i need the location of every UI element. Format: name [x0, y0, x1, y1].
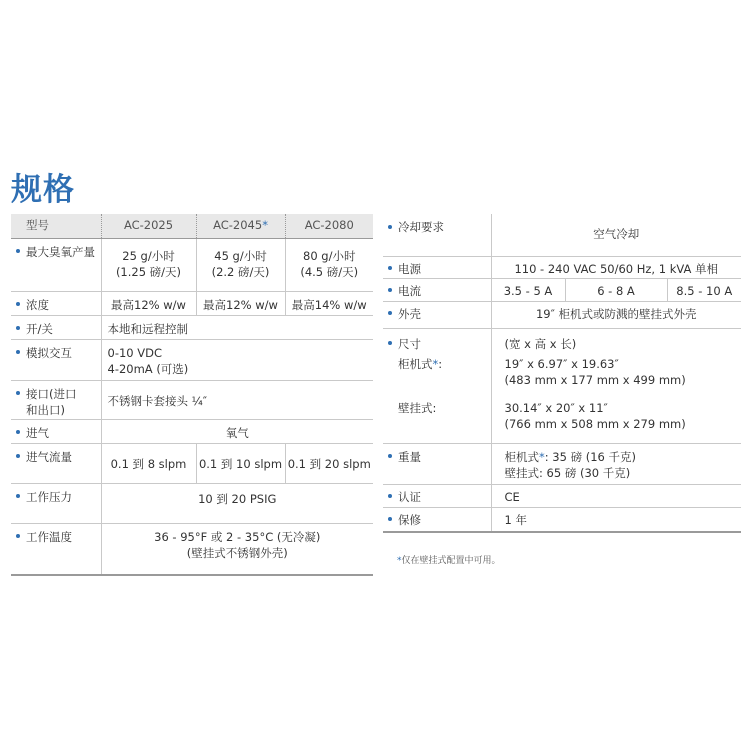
- size-wall-value-2: (766 mm x 508 mm x 279 mm): [504, 416, 686, 431]
- ozone-value-1-rate: 25 g/小时: [122, 248, 175, 263]
- current-row: [383, 278, 741, 301]
- model-label: 型号: [26, 218, 49, 232]
- switch-value: 本地和远程控制: [107, 321, 188, 336]
- bullet-icon: [16, 454, 20, 458]
- bullet-icon: [388, 225, 392, 229]
- bullet-icon: [388, 454, 392, 458]
- size-row: [383, 328, 741, 443]
- switch-row: [11, 315, 373, 339]
- flow-value-2: 0.1 到 10 slpm: [198, 456, 283, 471]
- model-ac-2025: AC-2025: [123, 218, 174, 232]
- flow-value-1: 0.1 到 8 slpm: [110, 456, 187, 471]
- model-header-row: [11, 214, 373, 238]
- feed-value: 氧气: [225, 425, 249, 440]
- bullet-icon: [16, 249, 20, 253]
- current-value-3: 8.5 - 10 A: [676, 283, 733, 298]
- size-wall-label: 壁挂式:: [398, 400, 437, 415]
- bullet-icon: [16, 302, 20, 306]
- concentration-row: [11, 291, 373, 315]
- bullet-icon: [388, 288, 392, 292]
- switch-label: 开/关: [26, 321, 53, 336]
- ozone-value-1-day: (1.25 磅/天): [115, 264, 182, 279]
- size-unit: (宽 x 高 x 长): [504, 336, 577, 351]
- flow-label: 进气流量: [26, 449, 72, 464]
- bullet-icon: [16, 534, 20, 538]
- port-value: 不锈钢卡套接头 ¼″: [107, 393, 208, 408]
- feed-label: 进气: [26, 425, 49, 440]
- cooling-label: 冷却要求: [398, 220, 444, 234]
- current-value-2: 6 - 8 A: [597, 283, 635, 298]
- pressure-value: 10 到 20 PSIG: [198, 491, 277, 506]
- ozone-row: [11, 238, 373, 291]
- weight-rack-prefix: 柜机式: [504, 449, 539, 464]
- cert-value: CE: [504, 489, 520, 504]
- bullet-icon: [16, 430, 20, 434]
- bullet-icon: [16, 391, 20, 395]
- ozone-value-3-day: (4.5 磅/天): [300, 264, 359, 279]
- flow-row: [11, 443, 373, 483]
- temperature-row: [11, 523, 373, 575]
- pressure-label: 工作压力: [26, 489, 72, 504]
- bullet-icon: [388, 494, 392, 498]
- ozone-label: 最大臭氧产量: [26, 244, 95, 259]
- concentration-value-1: 最高12% w/w: [111, 297, 186, 312]
- bullet-icon: [16, 494, 20, 498]
- weight-wall-value: 壁挂式: 65 磅 (30 千克): [504, 465, 631, 480]
- spec-table-left: [11, 214, 373, 576]
- cert-label: 认证: [398, 489, 421, 504]
- power-value: 110 - 240 VAC 50/60 Hz, 1 kVA 单相: [514, 261, 719, 276]
- model-ac-2080: AC-2080: [304, 218, 354, 232]
- concentration-value-3: 最高14% w/w: [291, 297, 367, 312]
- ozone-value-3-rate: 80 g/小时: [303, 248, 356, 263]
- enclosure-value: 19″ 柜机式或防溅的壁挂式外壳: [535, 306, 697, 321]
- warranty-row: [383, 507, 741, 532]
- analog-value-2: 4-20mA (可选): [107, 361, 189, 376]
- bullet-icon: [388, 266, 392, 270]
- temperature-value-2: (壁挂式不锈钢外壳): [186, 545, 288, 560]
- bullet-icon: [16, 326, 20, 330]
- power-label: 电源: [398, 261, 421, 276]
- weight-rack-mark: *: [539, 449, 545, 464]
- temperature-value-1: 36 - 95°F 或 2 - 35°C (无冷凝): [154, 529, 321, 544]
- warranty-label: 保修: [398, 512, 421, 527]
- size-rack-value-2: (483 mm x 177 mm x 499 mm): [504, 372, 686, 387]
- size-rack-value-1: 19″ x 6.97″ x 19.63″: [504, 356, 619, 371]
- enclosure-row: [383, 301, 741, 328]
- footnote-text: 仅在壁挂式配置中可用。: [401, 556, 501, 566]
- model-footnote-mark: *: [262, 218, 268, 232]
- bullet-icon: [388, 311, 392, 315]
- footnote: [397, 553, 501, 566]
- spec-table-right: [383, 214, 741, 533]
- weight-rack-value: : 35 磅 (16 千克): [544, 449, 636, 464]
- page-title: 规格: [11, 172, 75, 208]
- analog-row: [11, 339, 373, 380]
- size-rack-label: 柜机式: [398, 356, 433, 371]
- bullet-icon: [388, 341, 392, 345]
- model-ac-2045: AC-2045: [213, 218, 263, 232]
- flow-value-3: 0.1 到 20 slpm: [287, 456, 371, 471]
- warranty-value: 1 年: [504, 512, 527, 527]
- pressure-row: [11, 483, 373, 523]
- concentration-value-2: 最高12% w/w: [203, 297, 278, 312]
- weight-label: 重量: [398, 449, 421, 464]
- size-label: 尺寸: [398, 336, 421, 351]
- analog-label: 模拟交互: [26, 345, 72, 360]
- size-rack-mark: *: [432, 356, 439, 371]
- cooling-value: 空气冷却: [593, 227, 640, 241]
- bullet-icon: [388, 517, 392, 521]
- concentration-label: 浓度: [26, 297, 49, 312]
- power-row: [383, 256, 741, 278]
- ozone-value-2-rate: 45 g/小时: [214, 248, 267, 263]
- analog-value-1: 0-10 VDC: [107, 345, 163, 360]
- port-row: [11, 380, 373, 419]
- ozone-value-2-day: (2.2 磅/天): [211, 264, 270, 279]
- current-value-1: 3.5 - 5 A: [503, 283, 553, 298]
- cert-row: [383, 484, 741, 507]
- temperature-label: 工作温度: [26, 529, 72, 544]
- size-rack-colon: :: [438, 356, 443, 371]
- footnote-mark: *: [397, 556, 402, 566]
- current-label: 电流: [398, 283, 421, 298]
- bullet-icon: [16, 350, 20, 354]
- port-label-2: 和出口): [26, 402, 65, 417]
- size-wall-value-1: 30.14″ x 20″ x 11″: [504, 400, 608, 415]
- port-label-1: 接口(进口: [26, 386, 77, 401]
- enclosure-label: 外壳: [398, 306, 421, 321]
- cooling-row: [383, 214, 741, 256]
- weight-row: [383, 443, 741, 484]
- feed-row: [11, 419, 373, 443]
